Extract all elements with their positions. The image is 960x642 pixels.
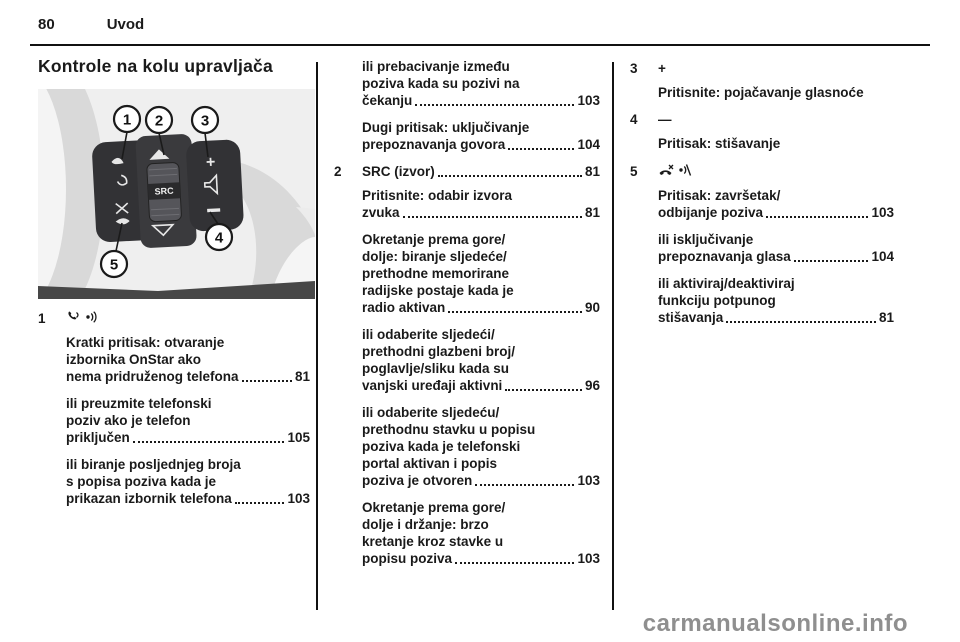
entry-line	[658, 204, 894, 221]
callout-3: 3	[200, 112, 210, 130]
entry-line	[66, 368, 310, 385]
toc-entry	[630, 231, 894, 265]
entry-line: Kratki pritisak: otvaranje	[66, 335, 225, 350]
callout-1: 1	[122, 111, 132, 129]
steering-wheel-controls-photo	[38, 89, 315, 299]
entry-line: portal aktivan i popis	[362, 456, 498, 471]
entry-text: poziva je otvoren	[362, 473, 473, 488]
entry-text: prikazan izbornik telefona	[66, 491, 232, 506]
callout-4: 4	[214, 229, 224, 247]
entry-text: prepoznavanja glasa	[658, 248, 791, 264]
dotted-leader	[726, 321, 876, 323]
item-number: 2	[334, 164, 342, 179]
page-ref: 104	[577, 137, 600, 152]
entry-text: čekanju	[362, 93, 413, 108]
entry-line	[362, 472, 600, 489]
section-title: Kontrole na kolu upravljača	[38, 56, 273, 76]
entry-line: radijske postaje kada je	[362, 283, 514, 298]
chapter-title: Uvod	[106, 16, 145, 33]
toc-column-3	[630, 60, 894, 326]
dotted-leader	[475, 484, 574, 486]
entry-text: vanjski uređaji aktivni	[362, 378, 503, 393]
toc-entry	[334, 58, 600, 109]
toc-column-1	[38, 309, 310, 507]
volume-down-glyph	[207, 208, 220, 212]
page-header	[38, 16, 144, 33]
item-symbol: +	[658, 61, 666, 76]
page-ref: 104	[871, 248, 894, 264]
entry-text: odbijanje poziva	[658, 204, 764, 220]
entry-line: izbornika OnStar ako	[66, 352, 202, 367]
item-symbol: SRC (izvor)	[362, 164, 435, 179]
entry-line	[362, 377, 600, 394]
entry-line	[362, 550, 600, 567]
dotted-leader	[794, 260, 869, 262]
dotted-leader	[505, 389, 582, 391]
page-ref: 81	[294, 369, 310, 384]
entry-line: Pritisak: završetak/	[658, 187, 781, 203]
page-ref: 105	[287, 430, 310, 445]
entry-text: radio aktivan	[362, 300, 446, 315]
page-ref: 90	[584, 300, 600, 315]
entry-line	[658, 248, 894, 265]
entry-line: Pritisnite: odabir izvora	[362, 188, 513, 203]
column-3	[630, 58, 894, 336]
entry-line: Okretanje prema gore/	[362, 500, 506, 515]
entry-line	[362, 204, 600, 221]
page-ref: 81	[584, 205, 600, 220]
toc-entry	[334, 404, 600, 489]
item-number: 4	[630, 112, 638, 127]
entry-line	[66, 429, 310, 446]
entry-line: ili odaberite sljedeći/	[362, 327, 495, 342]
item-number: 3	[630, 61, 638, 76]
callout-5: 5	[109, 256, 119, 274]
entry-text: popisu poziva	[362, 551, 453, 566]
entry-line: dolje: biranje sljedeće/	[362, 249, 507, 264]
entry-line: prethodnu stavku u popisu	[362, 422, 536, 437]
toc-column-2	[334, 58, 600, 567]
entry-line: Okretanje prema gore/	[362, 232, 506, 247]
item-icons	[66, 310, 98, 324]
entry-line: s popisa poziva kada je	[66, 474, 217, 489]
column-separator	[612, 62, 614, 610]
toc-entry	[630, 275, 894, 326]
entry-line: ili aktiviraj/deaktiviraj	[658, 275, 795, 291]
dotted-leader	[508, 148, 574, 150]
entry-line: dolje i držanje: brzo	[362, 517, 489, 532]
volume-up-glyph: +	[205, 153, 216, 172]
entry-line: poziva kada je telefonski	[362, 439, 521, 454]
entry-line	[66, 490, 310, 507]
entry-line	[658, 309, 894, 326]
page-ref: 81	[878, 309, 894, 325]
end-call-icon	[658, 164, 674, 177]
page-ref: 103	[287, 491, 310, 506]
entry-line: Pritisnite: pojačavanje glasnoće	[658, 85, 864, 100]
toc-entry	[334, 119, 600, 153]
page-ref: 103	[577, 551, 600, 566]
voice-control-icon	[85, 310, 98, 324]
answer-call-icon	[66, 310, 81, 324]
entry-line: poziv ako je telefon	[66, 413, 191, 428]
entry-text: nema pridruženog telefona	[66, 369, 239, 384]
page-ref: 81	[584, 164, 600, 179]
toc-entry	[38, 456, 310, 507]
toc-entry	[334, 326, 600, 394]
item-number: 5	[630, 163, 638, 179]
toc-entry	[334, 499, 600, 567]
dotted-leader	[415, 104, 574, 106]
column-1	[38, 58, 310, 517]
toc-entry	[334, 187, 600, 221]
toc-entry	[630, 84, 894, 101]
item-number: 1	[38, 311, 46, 326]
page-number: 80	[38, 16, 55, 33]
toc-entry	[38, 395, 310, 446]
item-head	[334, 163, 600, 180]
entry-line: prethodne memorirane	[362, 266, 510, 281]
dotted-leader	[403, 216, 582, 218]
mute-icon	[678, 163, 692, 177]
entry-line: ili biranje posljednjeg broja	[66, 457, 241, 472]
item-icons	[658, 163, 692, 177]
page-ref: 103	[871, 204, 894, 220]
toc-entry	[630, 135, 894, 152]
entry-line: Dugi pritisak: uključivanje	[362, 120, 530, 135]
entry-text: prepoznavanja govora	[362, 137, 506, 152]
toc-entry	[630, 187, 894, 221]
entry-line: ili preuzmite telefonski	[66, 396, 212, 411]
entry-line: ili odaberite sljedeću/	[362, 405, 500, 420]
entry-line: prethodni glazbeni broj/	[362, 344, 515, 359]
entry-line: poziva kada su pozivi na	[362, 76, 520, 91]
entry-line: poglavlje/sliku kada su	[362, 361, 510, 376]
entry-line	[362, 299, 600, 316]
item-head	[630, 162, 894, 180]
entry-text: stišavanja	[658, 309, 724, 325]
page-ref: 103	[577, 473, 600, 488]
item-head	[38, 309, 310, 327]
dotted-leader	[242, 380, 292, 382]
entry-text: priključen	[66, 430, 130, 445]
dotted-leader	[133, 441, 285, 443]
item-head	[630, 60, 894, 77]
dotted-leader	[235, 502, 285, 504]
page-ref: 103	[577, 93, 600, 108]
entry-line: ili prebacivanje između	[362, 59, 510, 74]
entry-line	[362, 136, 600, 153]
entry-line: ili isključivanje	[658, 231, 754, 247]
dotted-leader	[448, 311, 582, 313]
dotted-leader	[438, 175, 582, 177]
page-ref: 96	[584, 378, 600, 393]
entry-text: zvuka	[362, 205, 400, 220]
callout-2: 2	[154, 112, 164, 130]
entry-line: Pritisak: stišavanje	[658, 136, 781, 151]
column-separator	[316, 62, 318, 610]
watermark: carmanualsonline.info	[642, 610, 908, 637]
dotted-leader	[455, 562, 574, 564]
header-rule	[30, 44, 930, 46]
entry-line: kretanje kroz stavke u	[362, 534, 504, 549]
entry-line	[362, 92, 600, 109]
toc-entry	[38, 334, 310, 385]
src-label: SRC	[154, 185, 174, 197]
item-head	[630, 111, 894, 128]
entry-line: funkciju potpunog	[658, 292, 776, 308]
item-symbol: —	[658, 112, 672, 127]
dotted-leader	[766, 216, 868, 218]
column-2	[334, 58, 600, 577]
toc-entry	[334, 231, 600, 316]
